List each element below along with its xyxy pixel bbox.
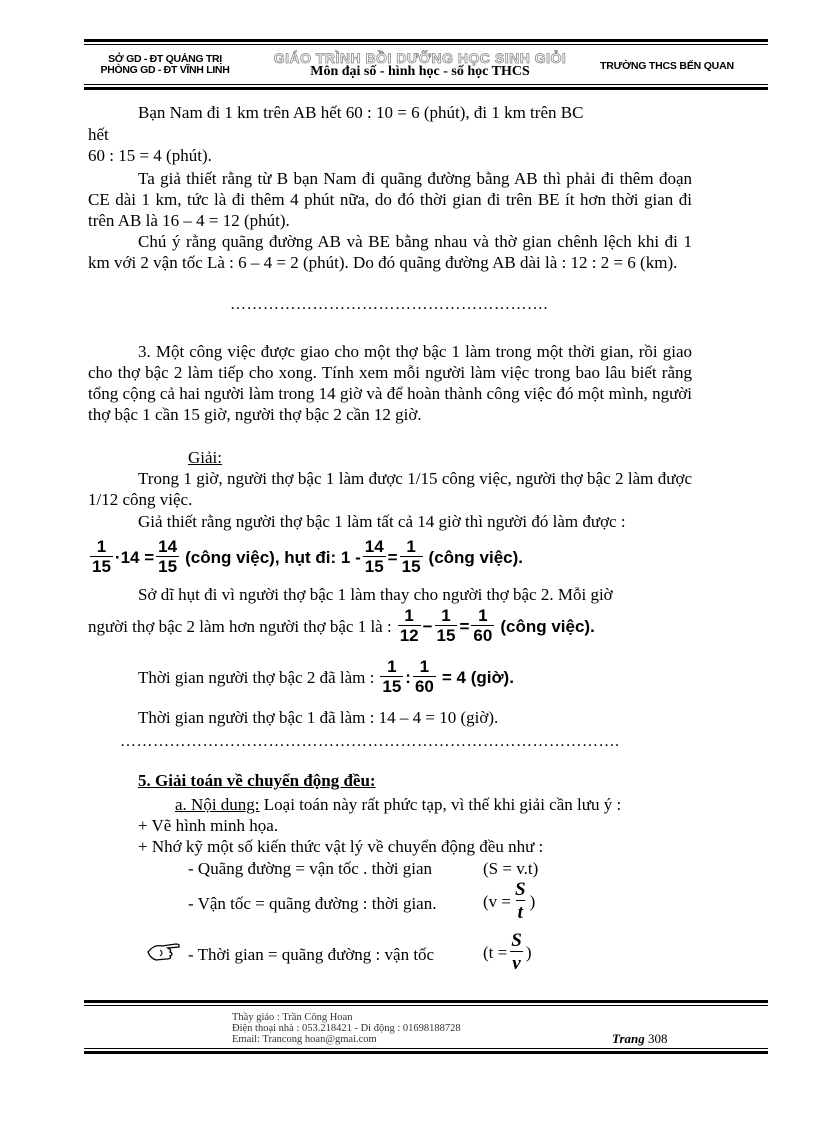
separator-dots: ………………………………………………………………………………. bbox=[120, 733, 620, 750]
formula-distance-symbol: (S = v.t) bbox=[483, 859, 539, 878]
para-line: Bạn Nam đi 1 km trên AB hết 60 : 10 = 6 (phút), đi 1 km trên BC bbox=[138, 103, 584, 122]
content-text: Loại toán này rất phức tạp, vì thế khi giải cần lưu ý : bbox=[263, 795, 622, 814]
bullet: + Vẽ hình minh họa. bbox=[138, 816, 279, 835]
footer-rule-bottom bbox=[84, 1051, 768, 1054]
formula-time-symbol: (t = $\frac{S}{v}$ ) bbox=[483, 930, 532, 974]
header-dept: SỞ GD - ĐT QUẢNG TRỊ bbox=[108, 53, 222, 65]
formula-time: - Thời gian = quãng đường : vận tốc bbox=[188, 945, 435, 964]
para-line: Thời gian người thợ bậc 1 đã làm : 14 – 4 = 10 (giờ). bbox=[138, 708, 499, 727]
fraction: $\frac{S}{t}$ bbox=[515, 879, 526, 923]
formula-velocity: - Vận tốc = quãng đường : thời gian. bbox=[188, 894, 437, 913]
content-line bbox=[175, 794, 621, 815]
equation-3: Thời gian người thợ bậc 2 đã làm : $\frac{1}{15}$ : $\frac{1}{60}$ = 4 (giờ). bbox=[138, 657, 514, 696]
footer-rule bbox=[84, 1000, 768, 1003]
header-rule-top bbox=[84, 39, 768, 42]
page-number bbox=[612, 1031, 668, 1047]
solution-label: Giải: bbox=[188, 448, 222, 467]
separator-dots: …………………………………………………. bbox=[230, 296, 548, 313]
footer-info bbox=[232, 1012, 461, 1045]
page-word: Trang bbox=[612, 1031, 645, 1046]
fraction: $\frac{1}{15}$ bbox=[401, 537, 421, 576]
header-school: TRƯỜNG THCS BẾN QUAN bbox=[600, 60, 734, 72]
content-label: a. Nội dung: bbox=[175, 795, 260, 814]
header-office: PHÒNG GD - ĐT VĨNH LINH bbox=[100, 64, 230, 76]
page-num: 308 bbox=[648, 1031, 668, 1046]
equation-2: người thợ bậc 2 làm hơn người thợ bậc 1 là : $\frac{1}{12}$ − $\frac{1}{15}$ = $\frac{1}{60}$ (công việc). bbox=[88, 606, 595, 645]
para-line: 60 : 15 = 4 (phút). bbox=[88, 146, 212, 165]
para-line: Giả thiết rằng người thợ bậc 1 làm tất cả 14 giờ thì người đó làm được : bbox=[138, 512, 626, 531]
problem-statement: 3. Một công việc được giao cho một thợ bậc 1 làm trong một thời gian, rồi giao cho thợ bậc 2 làm tiếp cho xong. Tính xem mỗi người làm việc trong bao lâu biết rằng tổng cộng cả hai người làm trong 14 giờ và để hoàn thành công việc đó một mình, người thợ bậc 1 cần 15 giờ, người thợ bậc 2 cần 12 giờ. bbox=[88, 342, 692, 424]
fraction: $\frac{14}{15}$ bbox=[158, 537, 178, 576]
fraction: $\frac{1}{15}$ bbox=[436, 606, 456, 645]
hand-pointing-icon bbox=[146, 938, 184, 964]
formula-velocity-symbol: (v = $\frac{S}{t}$ ) bbox=[483, 879, 536, 923]
header-subtitle: Môn đại số - hình học - số học THCS bbox=[310, 64, 530, 79]
fraction: $\frac{14}{15}$ bbox=[364, 537, 384, 576]
equation-1: $\frac{1}{15}$ ·14 = $\frac{14}{15}$ (công việc), hụt đi: 1 - $\frac{14}{15}$ = $\frac{1}{15}$ (công việc). bbox=[92, 537, 523, 576]
header-rule-bottom bbox=[84, 87, 768, 90]
header-left bbox=[100, 54, 230, 76]
para-line: Sở dĩ hụt đi vì người thợ bậc 1 làm thay cho người thợ bậc 2. Mỗi giờ bbox=[138, 585, 613, 604]
fraction: $\frac{1}{15}$ bbox=[382, 657, 402, 696]
paragraph: Chú ý rằng quãng đường AB và BE bằng nhau và thờ gian chênh lệch khi đi 1 km với 2 vận tốc Là : 6 – 4 = 2 (phút). Do đó quãng đường AB dài là : 12 : 2 = 6 (km). bbox=[88, 232, 692, 272]
footer-phone: Điện thoại nhà : 053.218421 - Di động : 01698188728 bbox=[232, 1023, 461, 1034]
footer-teacher: Thầy giáo : Trần Công Hoan bbox=[232, 1012, 353, 1023]
footer-rule-thin bbox=[84, 1005, 768, 1006]
paragraph: Trong 1 giờ, người thợ bậc 1 làm được 1/15 công việc, người thợ bậc 2 làm được 1/12 công việc. bbox=[88, 469, 692, 509]
fraction: $\frac{1}{12}$ bbox=[399, 606, 419, 645]
paragraph: Ta giả thiết rằng từ B bạn Nam đi quãng đường bằng AB thì phải đi thêm đoạn CE dài 1 km, tức là đi thêm 4 phút nữa, do đó thời gian đi trên BE ít hơn thời gian đi trên AB là 16 – 4 = 12 (phút). bbox=[88, 169, 692, 230]
header-rule-top-thin bbox=[84, 44, 768, 45]
fraction: $\frac{1}{60}$ bbox=[414, 657, 434, 696]
fraction: $\frac{S}{v}$ bbox=[511, 930, 522, 974]
footer-rule-bottom-thin bbox=[84, 1048, 768, 1049]
para-line: hết bbox=[88, 125, 109, 144]
bullet: + Nhớ kỹ một số kiến thức vật lý về chuyển động đều như : bbox=[138, 837, 544, 856]
fraction: $\frac{1}{60}$ bbox=[473, 606, 493, 645]
formula-distance: - Quãng đường = vận tốc . thời gian bbox=[188, 859, 433, 878]
header-rule-bottom-thin bbox=[84, 84, 768, 85]
fraction: $\frac{1}{15}$ bbox=[92, 537, 111, 576]
header-title: GIÁO TRÌNH BỒI DƯỠNG HỌC SINH GIỎI bbox=[273, 50, 567, 66]
section-heading: 5. Giải toán về chuyển động đều: bbox=[138, 771, 376, 790]
footer-email: Email: Trancong hoan@gmai.com bbox=[232, 1034, 377, 1045]
